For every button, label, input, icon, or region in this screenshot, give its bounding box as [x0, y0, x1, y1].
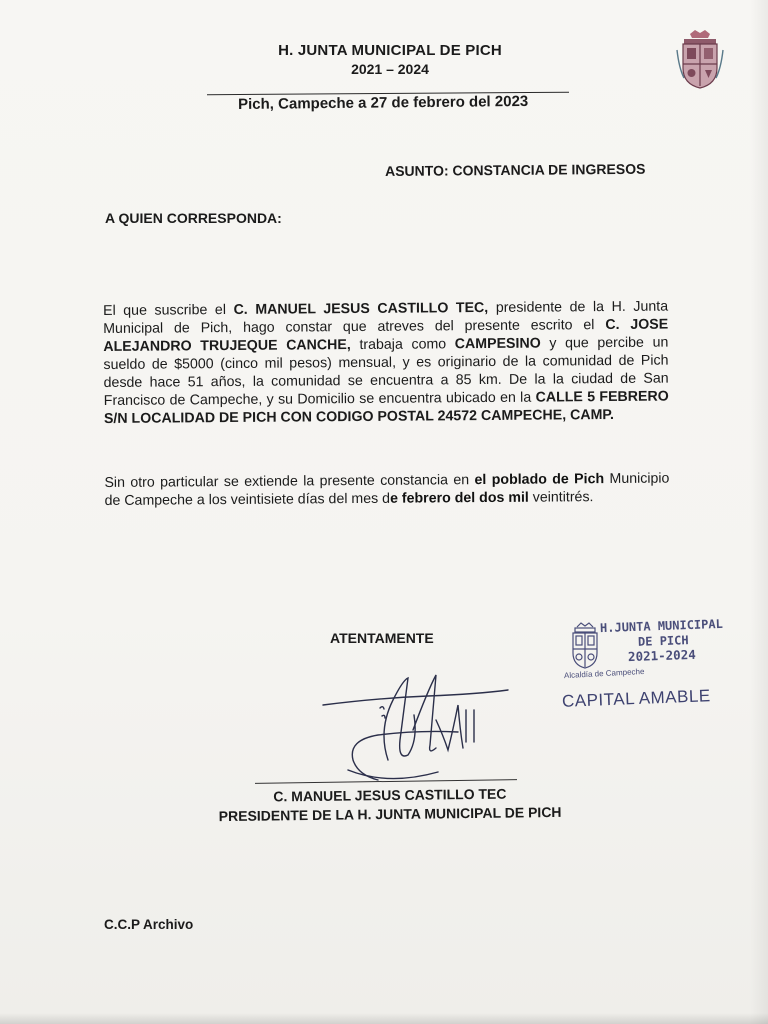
official-stamp: [560, 615, 745, 715]
address: CALLE 5 FEBRERO S/N LOCALIDAD DE PICH CON CODIGO POSTAL 24572 CAMPECHE, CAMP.: [103, 388, 669, 427]
signer-name-inline: C. MANUEL JESUS CASTILLO TEC,: [233, 299, 489, 318]
body-text: veintitrés.: [528, 489, 594, 506]
page-bottom-edge: [0, 1013, 768, 1024]
letterhead-title: H. JUNTA MUNICIPAL DE PICH: [278, 42, 502, 59]
stamp-emblem-icon: [568, 621, 602, 673]
body-text: Sin otro particular se extiende la presente constancia en: [104, 472, 475, 491]
letterhead-period: 2021 – 2024: [351, 61, 429, 77]
body-paragraph-1: [103, 298, 669, 428]
place-date: Pich, Campeche a 27 de febrero del 2023: [238, 92, 529, 113]
occupation: CAMPESINO: [454, 335, 541, 353]
closing: ATENTAMENTE: [330, 630, 434, 646]
copy-to: C.C.P Archivo: [104, 917, 194, 932]
municipal-crest-icon: [675, 28, 725, 90]
body-text: y que percibe un sueldo de $5000 (cinco mil pesos) mensual, y es originario de la comunidad de Pich desde hace 51 años, la comunidad se encuentra a 85 km. De la la ciudad de San Francisco de Campeche, y su Domicilio se encuentra ubicado en la: [103, 334, 669, 409]
stamp-emblem-caption: Alcaldía de Campeche: [563, 666, 645, 681]
signer-block: [195, 784, 585, 827]
employee-name: C. JOSE ALEJANDRO TRUJEQUE CANCHE,: [103, 316, 669, 355]
stamp-motto: CAPITAL AMABLE: [561, 686, 712, 711]
handwritten-signature: [318, 660, 518, 785]
letterhead: [200, 42, 580, 77]
body-text: Municipio de Campeche a los veintisiete días del mes d: [104, 470, 670, 509]
issue-month: e febrero del dos mil: [389, 489, 529, 507]
stamp-line-3: 2021-2024: [627, 646, 696, 665]
subject-line: ASUNTO: CONSTANCIA DE INGRESOS: [385, 160, 646, 179]
greeting: A QUIEN CORRESPONDA:: [105, 210, 282, 226]
signer-position: PRESIDENTE DE LA H. JUNTA MUNICIPAL DE PICH: [218, 803, 562, 825]
body-text: trabaja como: [350, 336, 455, 354]
stamp-line-1: H.JUNTA MUNICIPAL: [599, 616, 724, 636]
signer-name: C. MANUEL JESUS CASTILLO TEC: [273, 785, 507, 805]
letter-body: [103, 298, 670, 510]
issue-place: el poblado de Pich: [474, 471, 605, 489]
body-paragraph-2: [104, 470, 669, 510]
stamp-line-2: DE PICH: [637, 633, 689, 649]
body-text: El que suscribe el: [103, 301, 234, 319]
body-text: presidente de la H. Junta Municipal de Pich, hago constar que atreves del presente escrito el: [103, 298, 669, 337]
